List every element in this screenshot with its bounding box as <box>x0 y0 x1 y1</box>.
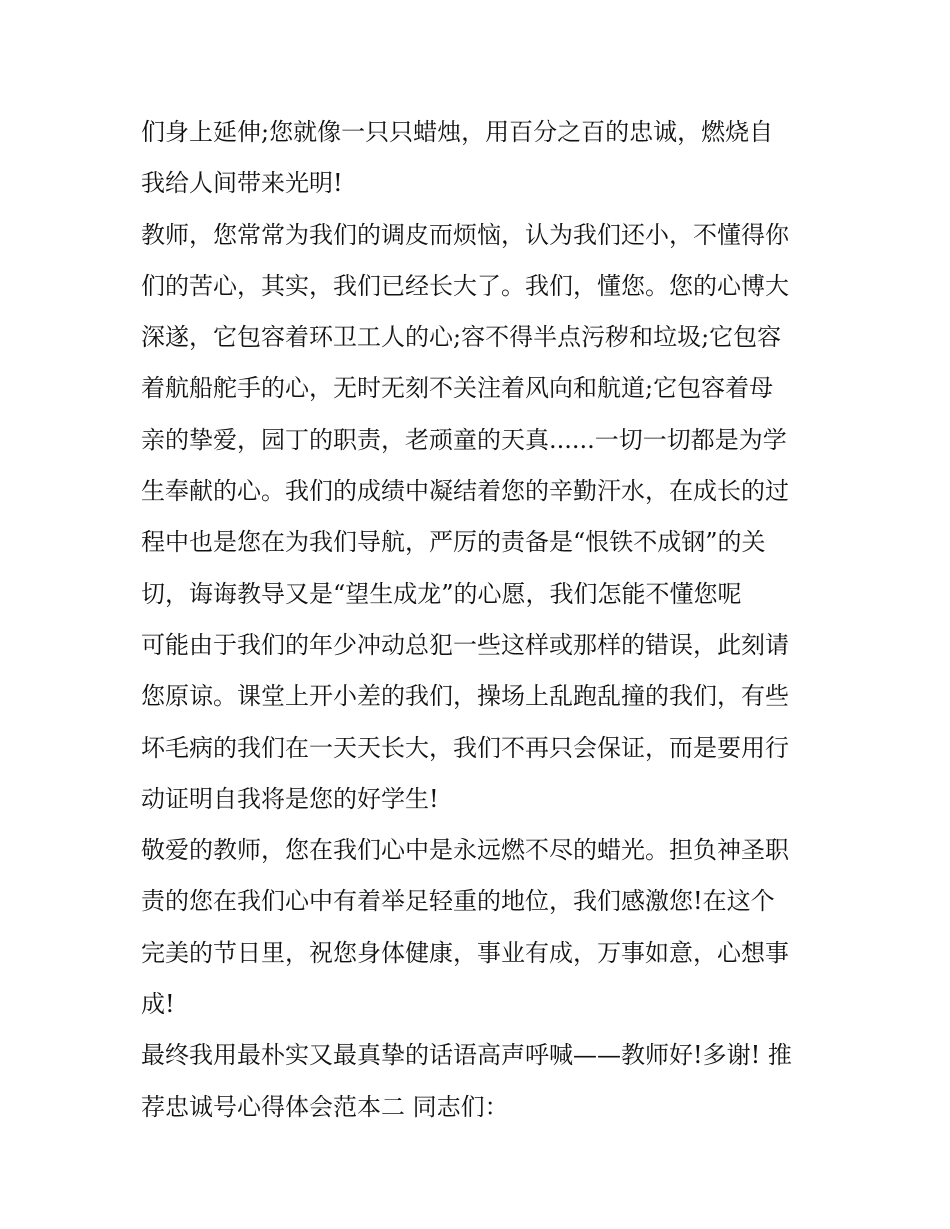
text-line: 动证明自我将是您的好学生! <box>141 784 439 813</box>
text-line: 完美的节日里，祝您身体健康，事业有成，万事如意，心想事 <box>141 938 789 967</box>
text-line: 程中也是您在为我们导航，严厉的责备是“恨铁不成钢”的关 <box>141 528 766 557</box>
text-line: 荐忠诚号心得体会范本二 同志们： <box>141 1092 509 1121</box>
text-line: 坏毛病的我们在一天天长大，我们不再只会保证，而是要用行 <box>141 733 789 762</box>
text-line: 切，诲诲教导又是“望生成龙”的心愿，我们怎能不懂您呢 <box>141 579 742 608</box>
text-line: 最终我用最朴实又最真挚的话语高声呼喊——教师好!多谢! 推 <box>141 1041 792 1070</box>
text-line: 成! <box>141 990 175 1019</box>
text-line: 您原谅。课堂上开小差的我们，操场上乱跑乱撞的我们，有些 <box>141 682 789 711</box>
text-line: 着航船舵手的心，无时无刻不关注着风向和航道;它包容着母 <box>141 374 774 403</box>
text-line: 亲的挚爱，园丁的职责，老顽童的天真......一切一切都是为学 <box>141 425 787 454</box>
text-line: 敬爱的教师，您在我们心中是永远燃不尽的蜡光。担负神圣职 <box>141 836 789 865</box>
text-line: 可能由于我们的年少冲动总犯一些这样或那样的错误，此刻请 <box>141 630 789 659</box>
text-line: 生奉献的心。我们的成绩中凝结着您的辛勤汗水，在成长的过 <box>141 477 789 506</box>
text-line: 们的苦心，其实，我们已经长大了。我们，懂您。您的心博大 <box>141 271 789 300</box>
text-line: 我给人间带来光明! <box>141 169 343 198</box>
text-line: 教师，您常常为我们的调皮而烦恼，认为我们还小，不懂得你 <box>141 220 789 249</box>
text-line: 们身上延伸;您就像一只只蜡烛，用百分之百的忠诚，燃烧自 <box>141 118 774 146</box>
document-body <box>141 107 831 1133</box>
text-line: 深遂，它包容着环卫工人的心;容不得半点污秽和垃圾;它包容 <box>141 323 782 352</box>
text-line: 责的您在我们心中有着举足轻重的地位，我们感激您!在这个 <box>141 887 775 916</box>
